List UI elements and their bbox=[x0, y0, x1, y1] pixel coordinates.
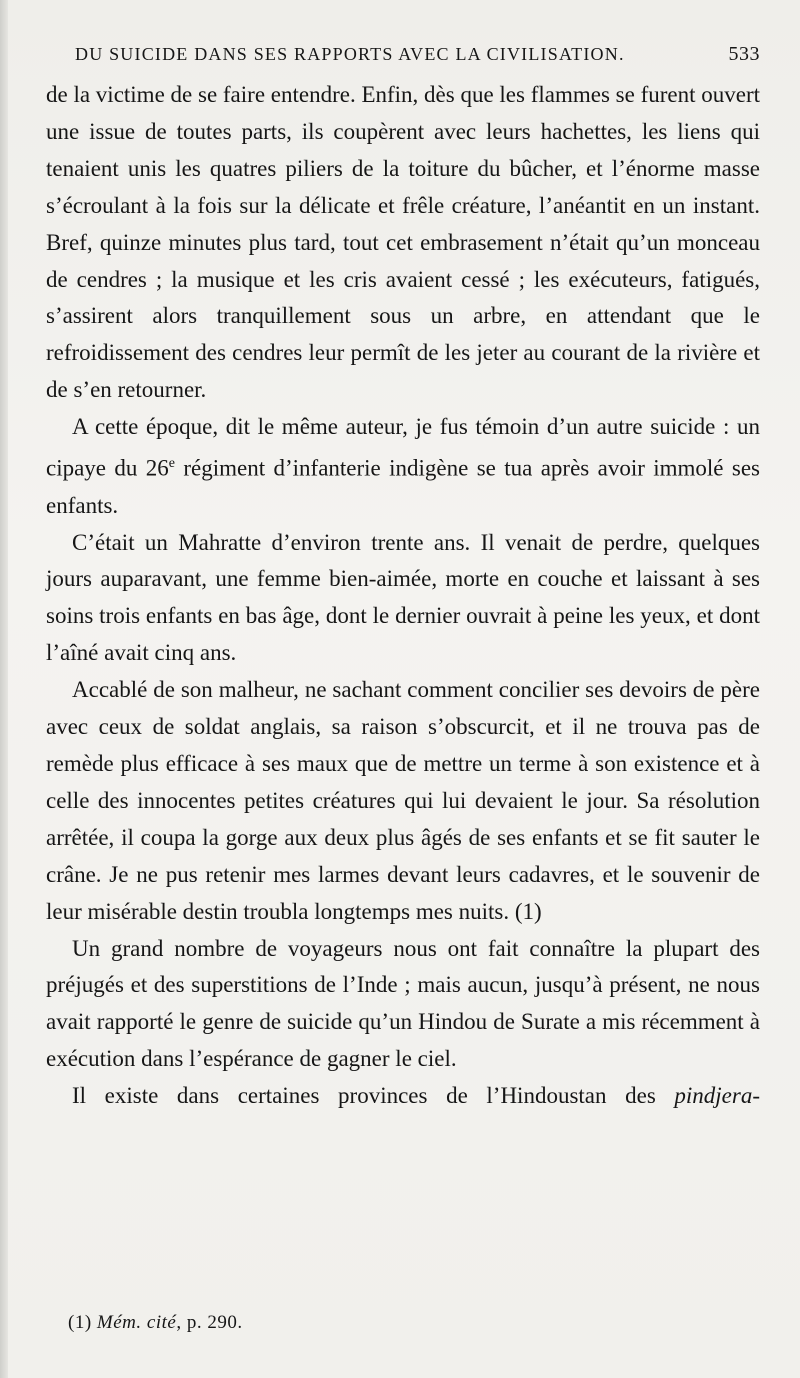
paragraph-6-text: Il existe dans certaines provinces de l’Hindoustan des bbox=[72, 1083, 675, 1109]
page-gutter-edge bbox=[0, 0, 8, 1378]
footnote-marker: (1) bbox=[68, 1312, 92, 1333]
footnote-page-ref: , p. 290. bbox=[176, 1312, 243, 1333]
paragraph-2-text-b: régiment d’infanterie indigène se tua après avoir immolé ses enfants. bbox=[46, 455, 760, 518]
paragraph-1: de la victime de se faire entendre. Enfin, dès que les flammes se furent ouvert une issue de toutes parts, ils coupèrent avec leurs hachettes, les liens qui tenaient unis les quatres piliers de la toiture du bûcher, et l’énorme masse s’écroulant à la fois sur la délicate et frêle créature, l’anéantit en un instant. Bref, quinze minutes plus tard, tout cet embrasement n’était qu’un monceau de cendres ; la musique et les cris avaient cessé ; les exécuteurs, fatigués, s’assirent alors tranquillement sous un arbre, en attendant que le refroidissement des cendres leur permît de les jeter au courant de la rivière et de s’en retourner. bbox=[46, 82, 760, 403]
footnote-reference: Mém. cité bbox=[96, 1312, 177, 1333]
page-number: 533 bbox=[728, 42, 760, 65]
ordinal-superscript: e bbox=[168, 456, 175, 472]
running-title: DU SUICIDE DANS SES RAPPORTS AVEC LA CIVILISATION. bbox=[75, 43, 625, 64]
paragraph-2 bbox=[46, 409, 760, 524]
paragraph-3: C’était un Mahratte d’environ trente ans. Il venait de perdre, quelques jours auparavant, une femme bien-aimée, morte en couche et laissant à ses soins trois enfants en bas âge, dont le dernier ouvrait à peine les yeux, et dont l’aîné avait cinq ans. bbox=[46, 529, 760, 666]
paragraph-6-italic: pindjera- bbox=[674, 1083, 760, 1109]
paragraph-2-text-a: A cette époque, dit le même auteur, je fus témoin d’un autre suicide : un cipaye du 26 bbox=[46, 414, 760, 481]
paragraph-4: Accablé de son malheur, ne sachant comment concilier ses devoirs de père avec ceux de soldat anglais, sa raison s’obscurcit, et il ne trouva pas de remède plus efficace à ses maux que de mettre un terme à son existence et à celle des innocentes petites créatures qui lui devaient le jour. Sa résolution arrêtée, il coupa la gorge aux deux plus âgés de ses enfants et se fit sauter le crâne. Je ne pus retenir mes larmes devant leurs cadavres, et le souvenir de leur misérable destin troubla longtemps mes nuits. (1) bbox=[46, 677, 760, 924]
footnote bbox=[68, 1312, 243, 1334]
paragraph-6 bbox=[46, 1078, 760, 1115]
body-text bbox=[46, 77, 760, 1115]
running-header bbox=[75, 41, 760, 67]
paragraph-5: Un grand nombre de voyageurs nous ont fait connaître la plupart des préjugés et des superstitions de l’Inde ; mais aucun, jusqu’à présent, ne nous avait rapporté le genre de suicide qu’un Hindou de Surate a mis récemment à exécution dans l’espérance de gagner le ciel. bbox=[46, 935, 760, 1072]
